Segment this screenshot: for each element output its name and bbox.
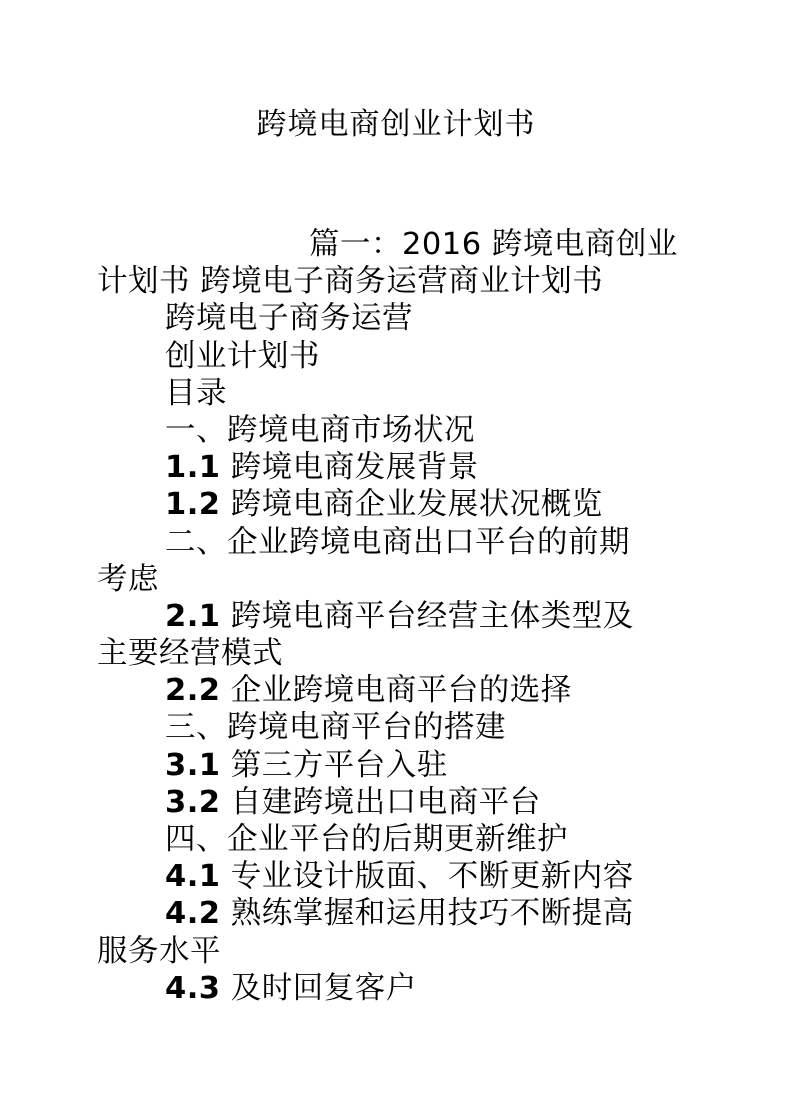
toc-subsection-continued	[97, 635, 707, 672]
section-number: 2.2	[165, 673, 221, 709]
toc-section	[97, 524, 707, 561]
line-text: 二、企业跨境电商出口平台的前期	[165, 524, 630, 560]
line-text: 篇一：2016 跨境电商创业	[309, 227, 678, 262]
toc-subsection	[97, 784, 707, 821]
section-number: 4.1	[165, 859, 221, 895]
line-text: 第三方平台入驻	[230, 747, 448, 783]
section-number: 3.1	[165, 747, 221, 783]
section-number: 3.2	[165, 784, 221, 820]
section-number: 1.2	[165, 487, 221, 523]
line-text: 企业跨境电商平台的选择	[230, 673, 572, 709]
toc-subsection	[97, 672, 707, 709]
toc-section-continued	[97, 561, 707, 598]
toc-subsection	[97, 486, 707, 523]
toc-subsection	[97, 895, 707, 932]
line-text: 四、企业平台的后期更新维护	[165, 822, 568, 857]
line-text: 一、跨境电商市场状况	[165, 412, 475, 448]
body-line	[97, 226, 707, 263]
line-text: 及时回复客户	[230, 970, 417, 1006]
line-text: 服务水平	[97, 933, 221, 969]
toc-subsection	[97, 970, 707, 1007]
toc-subsection-continued	[97, 933, 707, 970]
toc-subsection	[97, 598, 707, 635]
toc-section	[97, 821, 707, 858]
body-line	[97, 338, 707, 375]
line-text: 专业设计版面、不断更新内容	[230, 859, 634, 895]
body-line	[97, 300, 707, 337]
toc-heading	[97, 375, 707, 412]
line-text: 考虑	[97, 561, 159, 597]
line-text: 创业计划书	[165, 338, 320, 374]
line-text: 主要经营模式	[97, 636, 283, 672]
section-number: 4.2	[165, 896, 221, 932]
line-text: 熟练掌握和运用技巧不断提高	[230, 896, 634, 932]
body-line	[97, 263, 707, 300]
line-text: 计划书 跨境电子商务运营商业计划书	[97, 264, 604, 300]
line-text: 跨境电子商务运营	[165, 301, 413, 337]
line-text: 自建跨境出口电商平台	[230, 784, 541, 820]
toc-section	[97, 709, 707, 746]
document-title: 跨境电商创业计划书	[256, 107, 536, 142]
section-number: 1.1	[165, 450, 221, 486]
toc-subsection	[97, 858, 707, 895]
section-number: 2.1	[165, 598, 221, 634]
line-text: 跨境电商企业发展状况概览	[230, 487, 603, 523]
toc-subsection	[97, 747, 707, 784]
line-text: 三、跨境电商平台的搭建	[165, 710, 506, 746]
toc-section	[97, 412, 707, 449]
line-text: 跨境电商平台经营主体类型及	[230, 598, 634, 634]
toc-subsection	[97, 449, 707, 486]
line-text: 跨境电商发展背景	[230, 450, 479, 486]
section-number: 4.3	[165, 970, 221, 1006]
document-body	[97, 226, 707, 1007]
line-text: 目录	[165, 375, 227, 411]
